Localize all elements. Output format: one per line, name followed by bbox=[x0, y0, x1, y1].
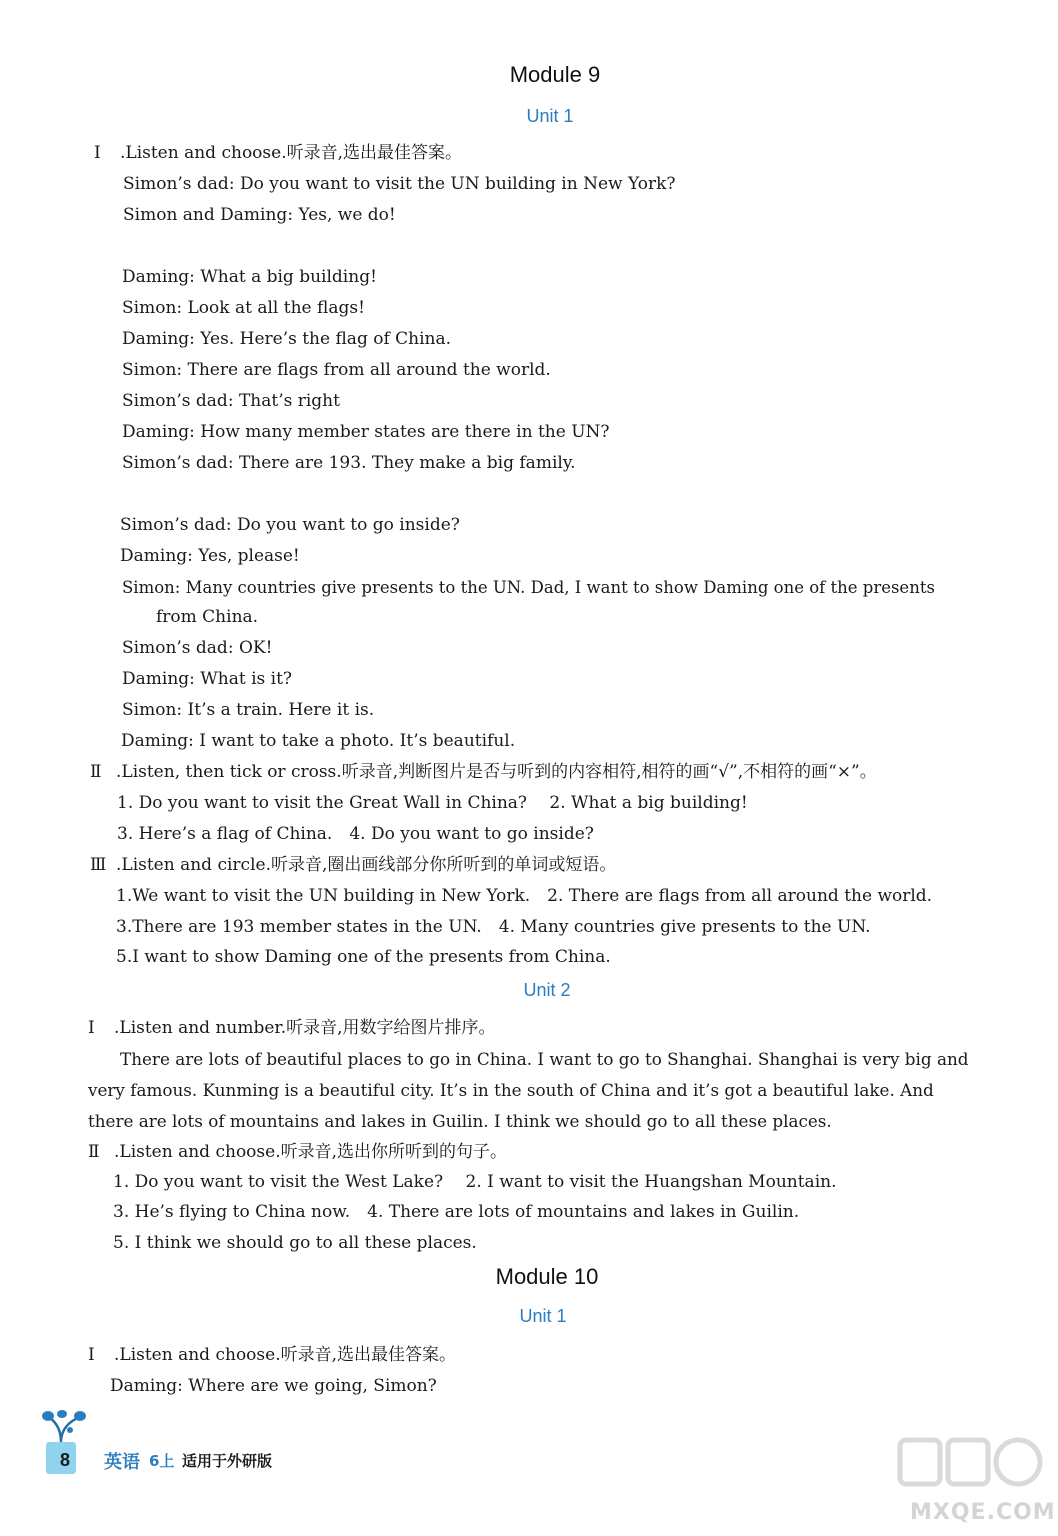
answer-line: 3.There are 193 member states in the UN. 4. Many countries give presents to the UN. bbox=[116, 917, 871, 937]
edition-label: 适用于外研版 bbox=[182, 1452, 273, 1470]
m9u1-section-2-heading bbox=[90, 760, 877, 784]
section-number: Ⅱ bbox=[90, 762, 102, 782]
m9u2-section-2-heading bbox=[88, 1140, 507, 1164]
section-heading-text: .Listen and choose.听录音,选出最佳答案。 bbox=[120, 143, 463, 163]
module-10-unit-1-title: Unit 1 bbox=[519, 1306, 567, 1326]
passage-line: very famous. Kunming is a beautiful city. It’s in the south of China and it’s got a beautiful lake. And bbox=[88, 1080, 934, 1100]
dialogue-line: Simon’s dad: OK! bbox=[122, 638, 273, 658]
m10u1-section-1-heading bbox=[88, 1343, 456, 1367]
answer-line: 5.I want to show Daming one of the presents from China. bbox=[116, 947, 611, 967]
answer-line: 1. Do you want to visit the West Lake? 2. I want to visit the Huangshan Mountain. bbox=[113, 1172, 837, 1192]
dialogue-line: Daming: How many member states are there in the UN? bbox=[122, 422, 610, 442]
passage-line: there are lots of mountains and lakes in Guilin. I think we should go to all these places. bbox=[88, 1111, 832, 1131]
dialogue-line: Daming: What is it? bbox=[122, 669, 293, 689]
module-9-title: Module 9 bbox=[509, 62, 601, 87]
section-heading-text: .Listen and circle.听录音,圈出画线部分你所听到的单词或短语。 bbox=[116, 855, 617, 875]
dialogue-line: Simon’s dad: There are 193. They make a big family. bbox=[122, 453, 576, 473]
section-heading-text: .Listen and number.听录音,用数字给图片排序。 bbox=[114, 1018, 496, 1038]
dialogue-line: Daming: Yes. Here’s the flag of China. bbox=[122, 329, 452, 349]
page-footer bbox=[40, 1410, 340, 1480]
section-heading-text: .Listen, then tick or cross.听录音,判断图片是否与听到的内容相符,相符的画“√”,不相符的画“×”。 bbox=[116, 762, 877, 782]
dialogue-line: Simon: There are flags from all around the world. bbox=[122, 360, 551, 380]
module-10-title: Module 10 bbox=[495, 1264, 599, 1289]
answer-line: 3. Here’s a flag of China. 4. Do you want to go inside? bbox=[117, 824, 594, 844]
dialogue-line: Daming: I want to take a photo. It’s beautiful. bbox=[121, 731, 516, 751]
dialogue-line: Simon: Look at all the flags! bbox=[122, 298, 365, 318]
section-number: Ⅰ bbox=[94, 143, 101, 163]
answer-line: 1.We want to visit the UN building in New York. 2. There are flags from all around the world. bbox=[116, 886, 933, 906]
dialogue-line: Simon’s dad: Do you want to visit the UN building in New York? bbox=[123, 174, 676, 194]
dialogue-line: from China. bbox=[156, 607, 259, 627]
dialogue-line: Simon’s dad: That’s right bbox=[122, 391, 340, 411]
dialogue-line: Simon’s dad: Do you want to go inside? bbox=[120, 515, 460, 535]
module-9-unit-1-title: Unit 1 bbox=[526, 106, 574, 126]
m9u2-section-1-heading bbox=[88, 1016, 496, 1040]
dialogue-line: Daming: Where are we going, Simon? bbox=[110, 1376, 437, 1396]
m9u1-section-1-heading bbox=[94, 141, 462, 165]
watermark-text: MXQE.COM bbox=[910, 1500, 1056, 1525]
answer-line: 1. Do you want to visit the Great Wall in China? 2. What a big building! bbox=[117, 793, 748, 813]
section-number: Ⅰ bbox=[88, 1345, 95, 1365]
module-9-unit-2-title: Unit 2 bbox=[523, 980, 571, 1000]
page-number: 8 bbox=[60, 1450, 71, 1470]
grade-label: 6上 bbox=[149, 1452, 175, 1470]
dialogue-line: Simon and Daming: Yes, we do! bbox=[123, 205, 396, 225]
section-number: Ⅰ bbox=[88, 1018, 95, 1038]
answer-line: 5. I think we should go to all these places. bbox=[113, 1233, 477, 1253]
section-number: Ⅲ bbox=[90, 855, 107, 875]
passage-line: There are lots of beautiful places to go in China. I want to go to Shanghai. Shanghai is very big and bbox=[120, 1049, 969, 1069]
section-number: Ⅱ bbox=[88, 1142, 100, 1162]
watermark bbox=[890, 1430, 1056, 1530]
section-heading-text: .Listen and choose.听录音,选出最佳答案。 bbox=[114, 1345, 457, 1365]
dialogue-line: Daming: What a big building! bbox=[122, 267, 377, 287]
section-heading-text: .Listen and choose.听录音,选出你所听到的句子。 bbox=[114, 1142, 507, 1162]
dialogue-line: Simon: It’s a train. Here it is. bbox=[122, 700, 375, 720]
answer-line: 3. He’s flying to China now. 4. There are lots of mountains and lakes in Guilin. bbox=[113, 1202, 800, 1222]
m9u1-section-3-heading bbox=[90, 853, 616, 877]
dialogue-line: Simon: Many countries give presents to the UN. Dad, I want to show Daming one of the presents bbox=[122, 578, 935, 597]
dialogue-line: Daming: Yes, please! bbox=[120, 546, 300, 566]
watermark-logo-icon bbox=[890, 1430, 1050, 1500]
subject-label: 英语 bbox=[104, 1452, 140, 1473]
